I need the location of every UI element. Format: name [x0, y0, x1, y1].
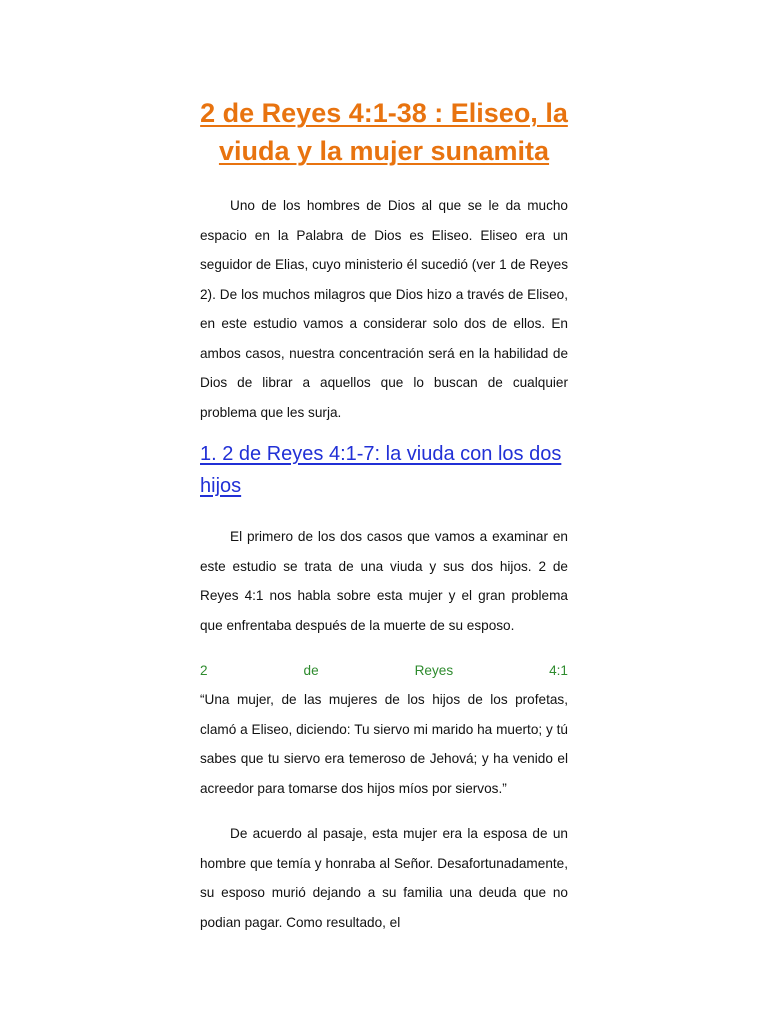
verse-reference-book: Reyes — [414, 663, 454, 678]
verse-quote: “Una mujer, de las mujeres de los hijos de los profetas, clamó a Eliseo, diciendo: Tu siervo mi marido ha muerto; y tú sabes que tu siervo era temeroso de Jehová; y ha venido el acreedor para tomarse dos hijos míos por siervos.” — [200, 692, 568, 796]
closing-paragraph: De acuerdo al pasaje, esta mujer era la esposa de un hombre que temía y honraba al Señor. Desafortunadamente, su esposo murió dejando a su familia una deuda que no podian pagar. Como resultado, el — [200, 826, 568, 930]
verse-reference-chapter-verse: 4:1 — [549, 663, 568, 678]
document-title: 2 de Reyes 4:1-38 : Eliseo, la viuda y la mujer sunamita — [200, 98, 568, 166]
verse-reference — [200, 656, 568, 686]
section-heading-link[interactable]: 1. 2 de Reyes 4:1-7: la viuda con los dos hijos — [200, 443, 562, 497]
verse-reference-book-number: 2 — [200, 663, 208, 678]
section-paragraph: El primero de los dos casos que vamos a examinar en este estudio se trata de una viuda y sus dos hijos. 2 de Reyes 4:1 nos habla sobre esta mujer y el gran problema que enfrentaba después de la muerte de su esposo. — [200, 529, 568, 633]
intro-paragraph: Uno de los hombres de Dios al que se le da mucho espacio en la Palabra de Dios es Eliseo. Eliseo era un seguidor de Elias, cuyo ministerio él sucedió (ver 1 de Reyes 2). De los muchos milagros que Dios hizo a través de Eliseo, en este estudio vamos a considerar solo dos de ellos. En ambos casos, nuestra concentración será en la habilidad de Dios de librar a aquellos que lo buscan de cualquier problema que les surja. — [200, 198, 568, 420]
verse-reference-preposition: de — [303, 663, 319, 678]
